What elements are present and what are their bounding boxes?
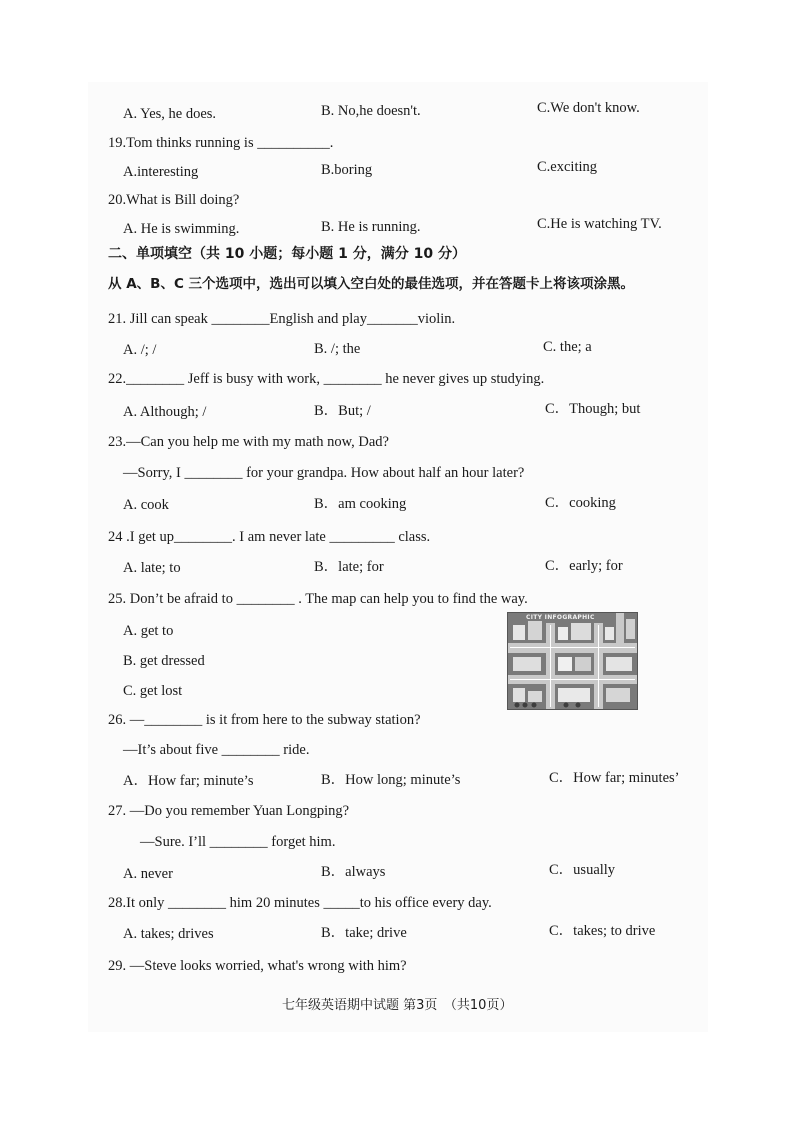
q27-stem: 27. —Do you remember Yuan Longping? [108, 803, 350, 819]
q22-option-c: C．Though; but [545, 401, 641, 417]
q20-option-a: A. He is swimming. [123, 221, 240, 237]
q23-option-b: B．am cooking [314, 496, 407, 512]
q20-stem: 20.What is Bill doing? [108, 192, 240, 208]
q18-option-c: C.We don't know. [537, 100, 640, 116]
q27-stem-reply: —Sure. I’ll ________ forget him. [140, 834, 336, 850]
q20-option-b: B. He is running. [321, 219, 421, 235]
q18-option-b: B. No,he doesn't. [321, 103, 421, 119]
q28-option-c: C．takes; to drive [549, 923, 656, 939]
q24-option-a: A. late; to [123, 560, 181, 576]
city-map-graphic [508, 613, 637, 709]
q23-stem-reply: —Sorry, I ________ for your grandpa. How about half an hour later? [123, 465, 525, 481]
q23-stem: 23.—Can you help me with my math now, Dad? [108, 434, 389, 450]
q28-stem: 28.It only ________ him 20 minutes _____to his office every day. [108, 895, 492, 911]
page-footer: 七年级英语期中试题 第3页 （共10页） [282, 998, 513, 1013]
city-map-title: CITY INFOGRAPHIC [526, 614, 595, 621]
q21-stem: 21. Jill can speak ________English and play_______violin. [108, 311, 456, 327]
q26-option-c: C．How far; minutes’ [549, 770, 680, 786]
q26-stem-reply: —It’s about five ________ ride. [123, 742, 310, 758]
q27-option-c: C．usually [549, 862, 616, 878]
q25-stem: 25. Don’t be afraid to ________ . The map can help you to find the way. [108, 591, 528, 607]
q26-option-b: B．How long; minute’s [321, 772, 461, 788]
q21-option-a: A. /; / [123, 342, 157, 358]
q19-option-a: A.interesting [123, 164, 199, 180]
q24-stem: 24 .I get up________. I am never late _________ class. [108, 529, 431, 545]
q19-stem: 19.Tom thinks running is __________. [108, 135, 334, 151]
q21-option-b: B. /; the [314, 341, 361, 357]
q27-option-a: A. never [123, 866, 173, 882]
q25-option-a: A. get to [123, 623, 174, 639]
q18-option-a: A. Yes, he does. [123, 106, 217, 122]
q19-option-b: B.boring [321, 162, 373, 178]
q25-option-c: C. get lost [123, 683, 183, 699]
q24-option-c: C．early; for [545, 558, 623, 574]
q21-option-c: C. the; a [543, 339, 592, 355]
section-instruction: 从 A、B、C 三个选项中，选出可以填入空白处的最佳选项，并在答题卡上将该项涂黑。 [108, 276, 635, 292]
q28-option-b: B．take; drive [321, 925, 407, 941]
q26-stem: 26. —________ is it from here to the subway station? [108, 712, 421, 728]
q28-option-a: A. takes; drives [123, 926, 214, 942]
q29-stem: 29. —Steve looks worried, what's wrong with him? [108, 958, 407, 974]
q19-option-c: C.exciting [537, 159, 598, 175]
q27-option-b: B．always [321, 864, 386, 880]
q24-option-b: B．late; for [314, 559, 384, 575]
q20-option-c: C.He is watching TV. [537, 216, 662, 232]
q22-stem: 22.________ Jeff is busy with work, ________ he never gives up studying. [108, 371, 545, 387]
city-map-image [507, 612, 638, 710]
q22-option-b: B．But; / [314, 403, 371, 419]
q23-option-c: C．cooking [545, 495, 616, 511]
section-heading: 二、单项填空（共 10 小题；每小题 1 分，满分 10 分） [108, 246, 466, 262]
q26-option-a: A．How far; minute’s [123, 773, 254, 789]
q23-option-a: A. cook [123, 497, 169, 513]
q22-option-a: A. Although; / [123, 404, 207, 420]
q25-option-b: B. get dressed [123, 653, 205, 669]
